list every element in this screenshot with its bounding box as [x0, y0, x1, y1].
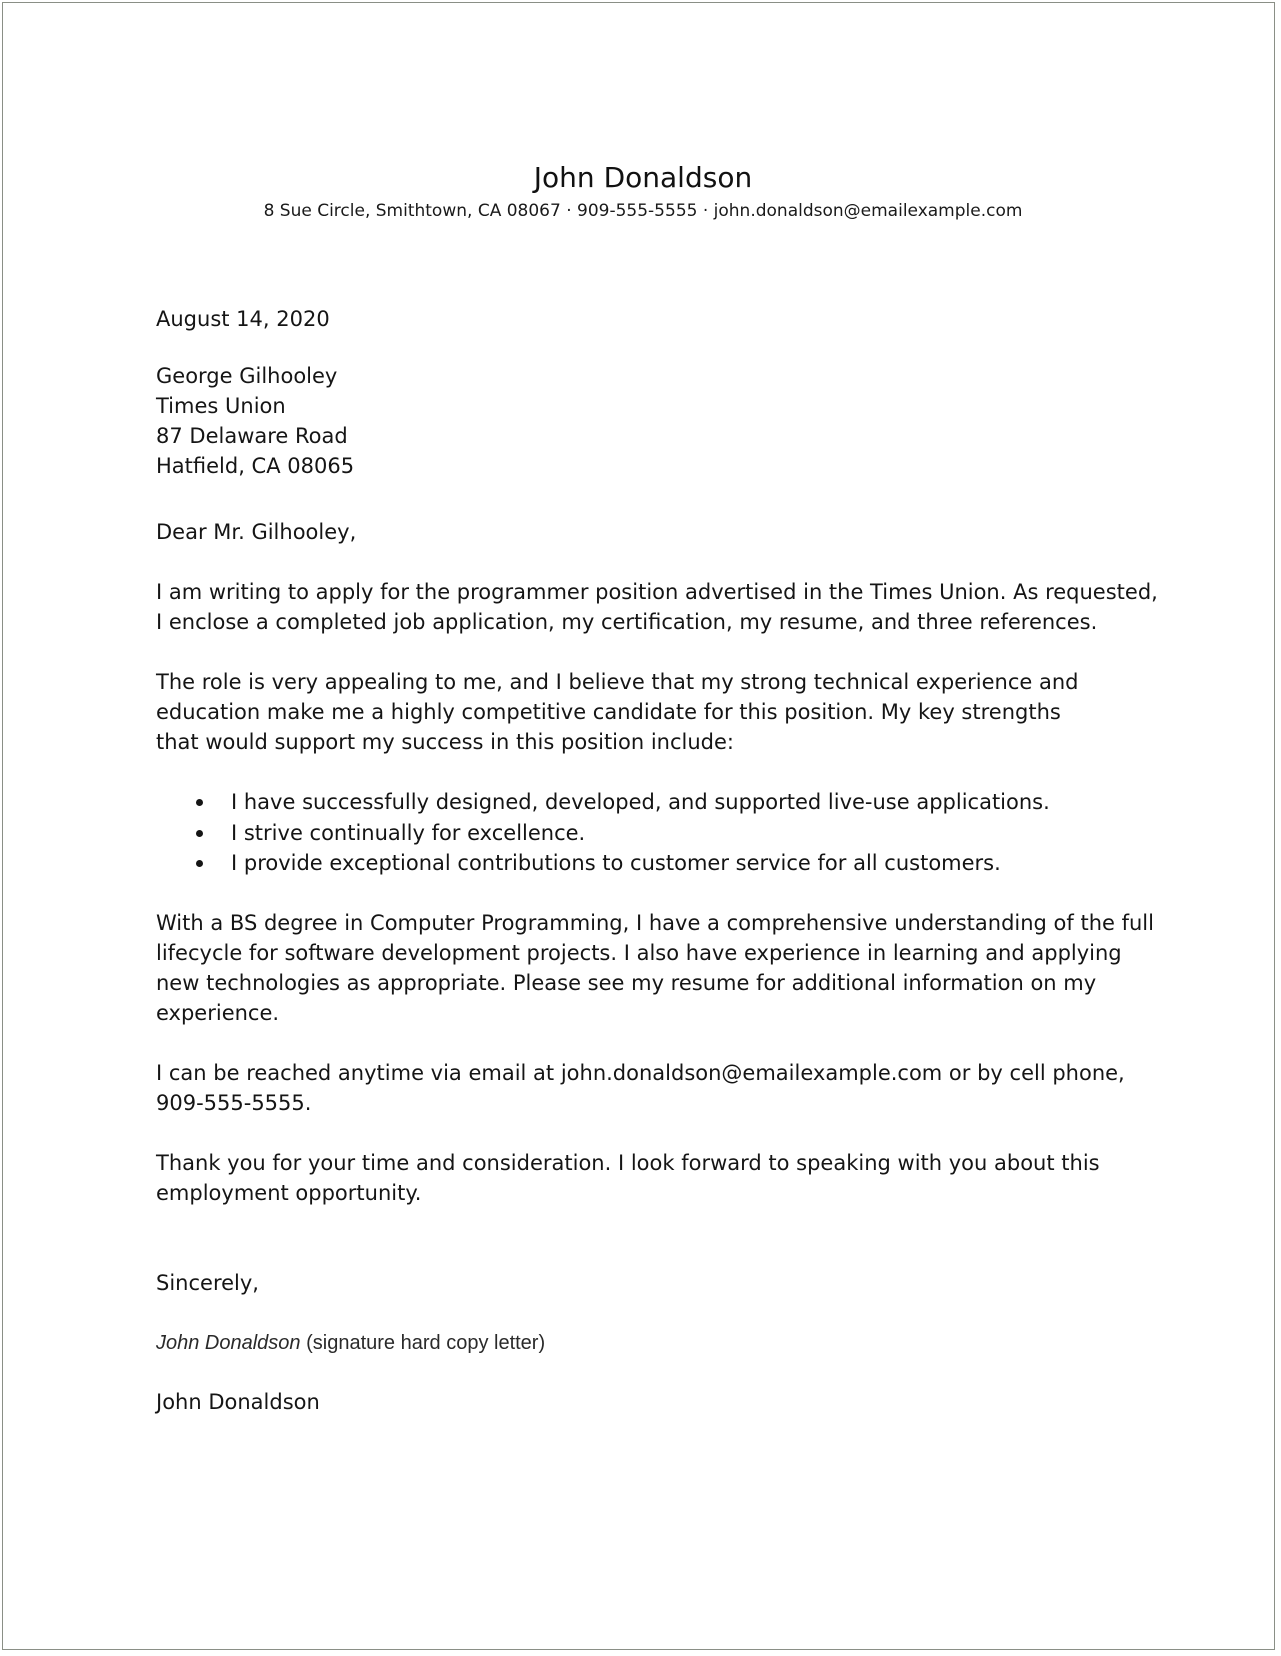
- list-item: [156, 818, 1050, 849]
- paragraph2-line: education make me a highly competitive candidate for this position. My key strengths: [156, 700, 1061, 724]
- list-item-text: I provide exceptional contributions to customer service for all customers.: [231, 851, 1001, 875]
- list-item-text: I have successfully designed, developed, and supported live-use applications.: [231, 790, 1050, 814]
- list-item: [156, 787, 1050, 818]
- paragraph3-line: experience.: [156, 1001, 280, 1025]
- closing: Sincerely,: [156, 1271, 259, 1295]
- paragraph2-line: The role is very appealing to me, and I believe that my strong technical experience and: [156, 670, 1079, 694]
- paragraph3-line: With a BS degree in Computer Programming, I have a comprehensive understanding of the full: [156, 911, 1154, 935]
- recipient-name: George Gilhooley: [156, 364, 338, 388]
- paragraph4-line: I can be reached anytime via email at john.donaldson@emailexample.com or by cell phone,: [156, 1061, 1125, 1085]
- header-contact: 8 Sue Circle, Smithtown, CA 08067 · 909-555-5555 · john.donaldson@emailexample.com: [263, 201, 1023, 221]
- paragraph3-line: new technologies as appropriate. Please see my resume for additional information on my: [156, 971, 1097, 995]
- signature-name: John Donaldson: [156, 1332, 301, 1354]
- strengths-list: [156, 787, 1050, 879]
- recipient-city: Hatfield, CA 08065: [156, 454, 355, 478]
- paragraph3-line: lifecycle for software development projects. I also have experience in learning and applying: [156, 941, 1122, 965]
- recipient-company: Times Union: [156, 394, 286, 418]
- recipient-street: 87 Delaware Road: [156, 424, 348, 448]
- paragraph5-line: employment opportunity.: [156, 1181, 422, 1205]
- bullet-dot-icon: [196, 830, 203, 837]
- list-item-text: I strive continually for excellence.: [231, 820, 586, 845]
- paragraph5-line: Thank you for your time and consideration. I look forward to speaking with you about this: [156, 1151, 1100, 1175]
- bullet-dot-icon: [196, 799, 203, 806]
- paragraph4-line: 909-555-5555.: [156, 1091, 312, 1115]
- letter-date: August 14, 2020: [156, 307, 330, 331]
- paragraph1-line: I enclose a completed job application, my certification, my resume, and three references.: [156, 610, 1098, 634]
- salutation: Dear Mr. Gilhooley,: [156, 520, 357, 544]
- signature-line: [156, 1329, 545, 1357]
- list-item: [156, 848, 1050, 879]
- letter-page: [2, 2, 1275, 1650]
- header-name: John Donaldson: [533, 161, 753, 194]
- signature-note: (signature hard copy letter): [300, 1332, 546, 1354]
- paragraph2-line: that would support my success in this position include:: [156, 730, 735, 754]
- paragraph1-line: I am writing to apply for the programmer position advertised in the Times Union. As requested,: [156, 580, 1158, 604]
- bullet-dot-icon: [196, 860, 203, 867]
- typed-name: John Donaldson: [156, 1390, 320, 1414]
